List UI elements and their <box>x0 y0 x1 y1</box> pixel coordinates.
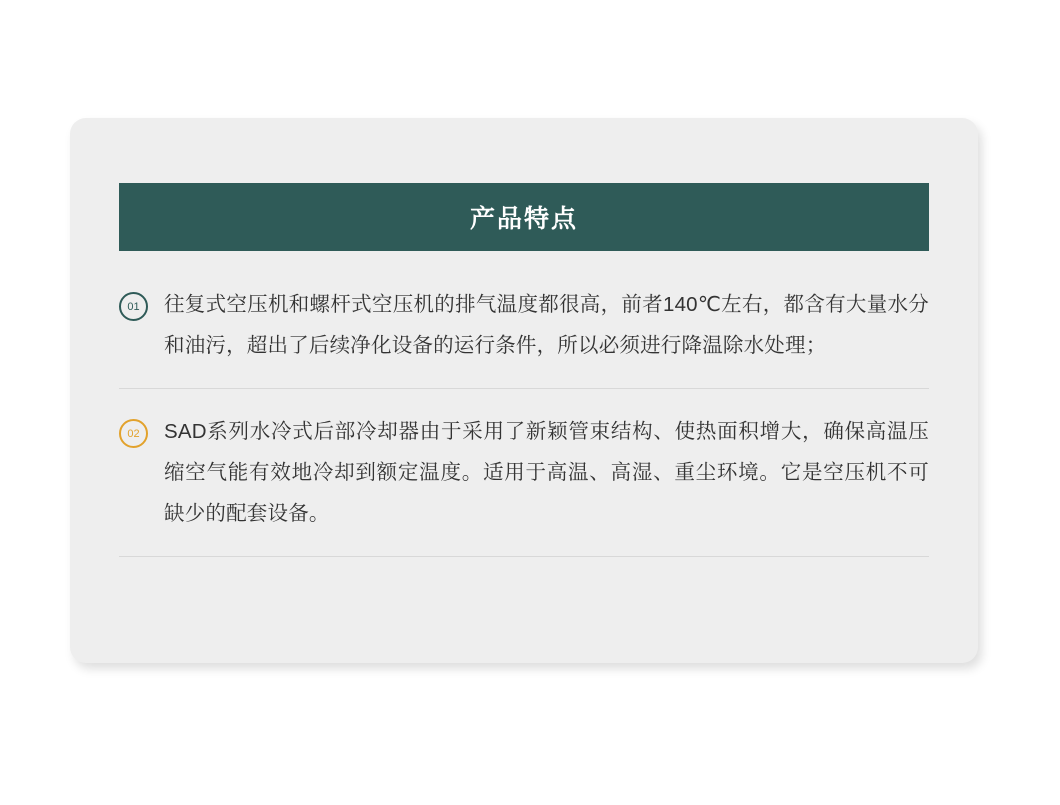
card-title-bar <box>119 183 929 251</box>
feature-list <box>119 284 929 557</box>
list-item <box>119 284 929 389</box>
feature-text: 往复式空压机和螺杆式空压机的排气温度都很高，前者140℃左右，都含有大量水分和油污，超出了后续净化设备的运行条件，所以必须进行降温除水处理； <box>164 293 929 357</box>
page-title: 产品特点 <box>469 205 578 233</box>
feature-text: SAD系列水冷式后部冷却器由于采用了新颖管束结构、使热面积增大，确保高温压缩空气能有效地冷却到额定温度。适用于高温、高湿、重尘环境。它是空压机不可缺少的配套设备。 <box>164 420 929 525</box>
product-features-card <box>70 118 978 663</box>
list-item <box>119 411 929 557</box>
feature-number-badge: 02 <box>119 419 148 448</box>
feature-number-badge: 01 <box>119 292 148 321</box>
